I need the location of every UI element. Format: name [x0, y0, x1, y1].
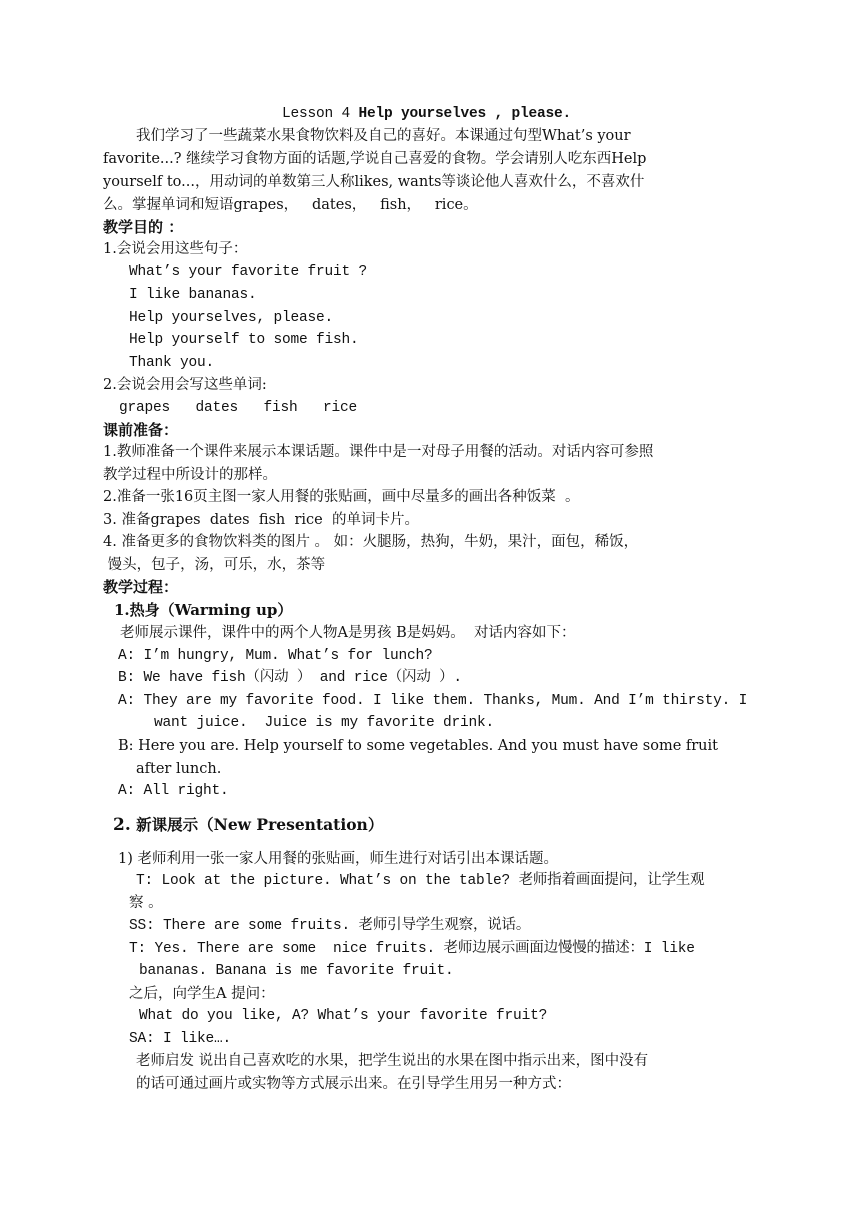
dialogue-line: B: Here you are. Help yourself to some vegetables. And you must have some fruit	[118, 738, 718, 754]
presentation-line: SA: I like….	[129, 1031, 232, 1047]
goal-sentence: Thank you.	[129, 355, 215, 371]
presentation-title: 新课展示（New Presentation）	[130, 815, 384, 834]
intro-line: yourself to...，用动词的单数第三人称likes, wants等谈论他人喜欢什么，不喜欢什	[103, 174, 645, 190]
goal-sentence: Help yourself to some fish.	[129, 332, 359, 348]
prep-line: 2.准备一张16页主图一家人用餐的张贴画，画中尽量多的画出各种饭菜 。	[103, 489, 580, 505]
presentation-line: 察 。	[129, 895, 163, 911]
goals-heading: 教学目的 ：	[103, 218, 184, 236]
intro-line: favorite...? 继续学习食物方面的话题,学说自己喜爱的食物。学会请别人吃东西Help	[103, 151, 647, 167]
dialogue-line: A: They are my favorite food. I like them. Thanks, Mum. And I’m thirsty. I	[118, 693, 748, 709]
presentation-line: 的话可通过画片或实物等方式展示出来。在引导学生用另一种方式：	[136, 1076, 571, 1092]
prep-heading: 课前准备：	[103, 421, 179, 439]
presentation-line: T: Yes. There are some nice fruits. 老师边展示画面边慢慢的描述：I like	[129, 941, 695, 957]
presentation-heading	[113, 815, 383, 835]
prep-line: 馒头，包子，汤，可乐，水，茶等	[103, 557, 326, 573]
presentation-line: bananas. Banana is me favorite fruit.	[139, 963, 454, 979]
dialogue-line: A: All right.	[118, 783, 229, 799]
lesson-title-text: Help yourselves , please.	[358, 106, 572, 122]
presentation-line: SS: There are some fruits. 老师引导学生观察，说话。	[129, 918, 531, 934]
presentation-step-1: 1) 老师利用一张一家人用餐的张贴画，师生进行对话引出本课话题。	[118, 851, 558, 867]
goal-sentence: I like bananas.	[129, 287, 257, 303]
lesson-title	[282, 104, 571, 124]
dialogue-line: want juice. Juice is my favorite drink.	[154, 715, 495, 731]
dialogue-line: B: We have fish（闪动 ） and rice（闪动 ）.	[118, 670, 462, 686]
prep-line: 教学过程中所设计的那样。	[103, 467, 277, 483]
dialogue-line: A: I’m hungry, Mum. What’s for lunch?	[118, 648, 433, 664]
warmup-intro: 老师展示课件，课件中的两个人物A是男孩 B是妈妈。 对话内容如下：	[120, 625, 576, 641]
prep-line: 1.教师准备一个课件来展示本课话题。课件中是一对母子用餐的活动。对话内容可参照	[103, 444, 654, 460]
presentation-line: 老师启发 说出自己喜欢吃的水果，把学生说出的水果在图中指示出来，图中没有	[136, 1053, 649, 1069]
prep-line: 4. 准备更多的食物饮料类的图片 。 如：火腿肠，热狗，牛奶，果汁，面包，稀饭，	[103, 534, 639, 550]
dialogue-line: after lunch.	[136, 761, 222, 777]
lesson-number: Lesson 4	[282, 106, 359, 122]
intro-line: 么。掌握单词和短语grapes， dates， fish， rice。	[103, 197, 478, 213]
presentation-line: What do you like, A? What’s your favorite fruit?	[139, 1008, 548, 1024]
warmup-heading: 1.热身（Warming up）	[114, 601, 293, 619]
intro-line: 我们学习了一些蔬菜水果食物饮料及自己的喜好。本课通过句型What’s your	[136, 128, 631, 144]
presentation-line: T: Look at the picture. What’s on the table? 老师指着画面提问，让学生观	[136, 873, 705, 889]
goal-words: grapes dates fish rice	[119, 400, 358, 416]
goal-sentence: What’s your favorite fruit ?	[129, 264, 368, 280]
presentation-number: 2.	[113, 815, 131, 835]
presentation-line: 之后，向学生A 提问：	[129, 986, 275, 1002]
process-heading: 教学过程：	[103, 578, 179, 596]
goals-item-1: 1.会说会用这些句子：	[103, 241, 248, 257]
goals-item-2: 2.会说会用会写这些单词:	[103, 377, 267, 393]
prep-line: 3. 准备grapes dates fish rice 的单词卡片。	[103, 512, 419, 528]
goal-sentence: Help yourselves, please.	[129, 310, 334, 326]
